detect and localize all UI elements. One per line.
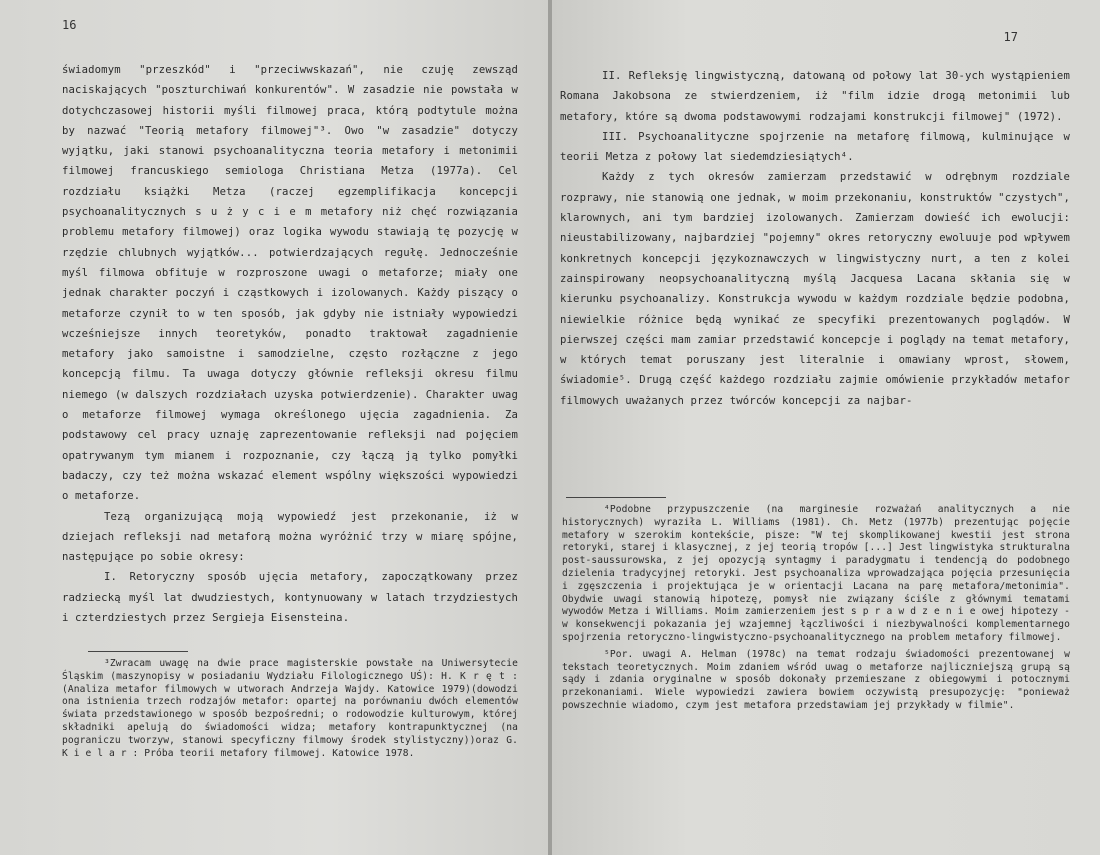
paragraph: Każdy z tych okresów zamierzam przedstawić w odrębnym rozdziale rozprawy, nie stanowią one jednak, w moim przekonaniu, konstruktów "czystych", klarownych, ani tym bardziej izolowanych. Zamierzam dowieść ich ewolucji: nieustabilizowany, najbardziej "pojemny" okres retoryczny ewoluuje pod wpływem konkretnych koncepcji językoznawczych w lingwistyczny nurt, a ten z kolei zainspirowany neopsychoanalityczną myślą Jacquesa Lacana skłania się w kierunku psychoanalizy. Konstrukcja wywodu w każdym rozdziale będzie podobna, niewielkie różnice będą wynikać ze specyfiki prezentowanych poglądów. W pierwszej części mam zamiar przedstawić koncepcje i poglądy na temat metafory, w których temat poruszany jest literalnie i omawiany wprost, słowem, świadomie⁵. Drugą część każdego rozdziału zajmie omówienie przykładów metafor filmowych uważanych przez twórców koncepcji za najbar-	[560, 171, 1070, 407]
paragraph: III. Psychoanalityczne spojrzenie na metaforę filmową, kulminujące w teorii Metza z połowy lat siedemdziesiątych⁴.	[560, 130, 1070, 164]
footnote: ⁵Por. uwagi A. Helman (1978c) na temat rodzaju świadomości prezentowanej w tekstach teoretycznych. Moim zdaniem wśród uwag o metaforze najliczniejszą grupą są sądy i zdania oryginalne w sposób dokonały przemieszane z obiegowymi i potocznymi przekonaniami. Wiele wypowiedzi zawiera bowiem oczywistą presupozycję: "ponieważ powszechnie wiadomo, czym jest metafora przedstawiam jej przykłady w filmie".	[562, 648, 1070, 711]
paragraph: świadomym "przeszkód" i "przeciwwskazań", nie czuję zewsząd naciskających "poszturchiwań konkurentów". W zasadzie nie powstała w dotychczasowej historii myśli filmowej praca, którą podtytule można by nazwać "Teorią metafory filmowej"³. Owo "w zasadzie" dotyczy wyjątku, jaki stanowi psychoanalityczna teoria metafory i metonimii filmowej francuskiego semiologa Christiana Metza (1977a). Cel rozdziału książki Metza (raczej egzemplifikacja koncepcji psychoanalitycznych s u ż y c i e m metafory niż chęć rozwiązania problemu metafory filmowej) oraz logika wywodu stawiają tę pozycję w rzędzie chlubnych wyjątków... potwierdzających regułę. Jednocześnie myśl filmowa obfituje w rozproszone uwagi o metaforze; miały one jednak charakter poczyń i cząstkowych i izolowanych. Każdy piszący o metaforze czynił to w ten sposób, jak gdyby nie istniały wypowiedzi wcześniejsze innych teoretyków, ponadto traktował zagadnienie metafory jako samoistne i samodzielne, często rozłączne z jego koncepcją filmu. Ta uwaga dotyczy głównie refleksji okresu filmu niemego (w dalszych rozdziałach uzyska potwierdzenie). Charakter uwag o metaforze filmowej wymaga określonego ujęcia zagadnienia. Za podstawowy cel pracy uznaję zaprezentowanie refleksji nad pojęciem opatrywanym tym mianem i rozpoznanie, czy łączą ją tylko pomyłki badaczy, czy też można wskazać element wspólny większości wypowiedzi o metaforze.	[62, 64, 518, 503]
left-page	[0, 0, 548, 855]
footnote-separator	[566, 497, 666, 498]
paragraph: I. Retoryczny sposób ujęcia metafory, zapoczątkowany przez radziecką myśl lat dwudziestych, kontynuowany w latach trzydziestych i czterdziestych przez Sergieja Eisensteina.	[62, 571, 518, 625]
footnotes	[562, 504, 1070, 713]
page-number: 17	[1003, 30, 1018, 44]
main-text	[560, 66, 1070, 411]
page-number: 16	[62, 18, 77, 32]
footnote: ⁴Podobne przypuszczenie (na marginesie rozważań analitycznych a nie historycznych) wyraziła L. Williams (1981). Ch. Metz (1977b) prezentując pojęcie metafory w szerokim kontekście, pisze: "W tej skomplikowanej kwestii jest strona retoryki, starej i klasycznej, z jej teorią tropów [...] Jest lingwistyka strukturalna post-saussurowska, z jej opozycją syntagmy i paradygmatu i tendencją do podobnego dzielenia tradycyjnej retoryki. Jest psychoanaliza wprowadzająca pojęcia przesunięcia i zgęszczenia i projektująca je w orientacji Lacana na parę metafora/metonimia". Obydwie uwagi stanowią hipotezę, pomysł nie związany ściśle z głównymi tematami wywodów Metza i Williams. Moim zamierzeniem jest s p r a w d z e n i e owej hipotezy - w konsekwencji pokazania jej wzajemnej łączliwości i niezbywalności komplementarnego spojrzenia retoryczno-lingwistyczno-psychoanalitycznego na problem metafory filmowej.	[562, 504, 1070, 643]
paragraph: II. Refleksję lingwistyczną, datowaną od połowy lat 30-ych wystąpieniem Romana Jakobsona ze stwierdzeniem, iż "film idzie drogą metonimii lub metafory, które są dwoma podstawowymi rodzajami konstrukcji filmowej" (1972).	[560, 70, 1070, 123]
paragraph: Tezą organizującą moją wypowiedź jest przekonanie, iż w dziejach refleksji nad metaforą można wyróżnić trzy w miarę spójne, następujące po sobie okresy:	[62, 510, 518, 564]
footnote-separator	[88, 651, 188, 652]
right-page	[552, 0, 1100, 855]
footnote: ³Zwracam uwagę na dwie prace magisterskie powstałe na Uniwersytecie Śląskim (maszynopisy w posiadaniu Wydziału Filologicznego UŚ): H. K r ę t : (Analiza metafor filmowych w utworach Andrzeja Wajdy. Katowice 1979)(dowodzi ona istnienia trzech rodzajów metafor: opartej na porównaniu dwóch elementów świata przedstawionego w sposób bezpośredni; o rodowodzie kulturowym, której składniki apelują do świadomości widza; metafory kontrapunktycznej (na pograniczu tworzyw, stanowi specyficzny filmowy środek stylistyczny))oraz G. K i e l a r : Próba teorii metafory filmowej. Katowice 1978.	[62, 658, 518, 759]
footnotes	[62, 658, 518, 760]
main-text	[62, 60, 518, 628]
